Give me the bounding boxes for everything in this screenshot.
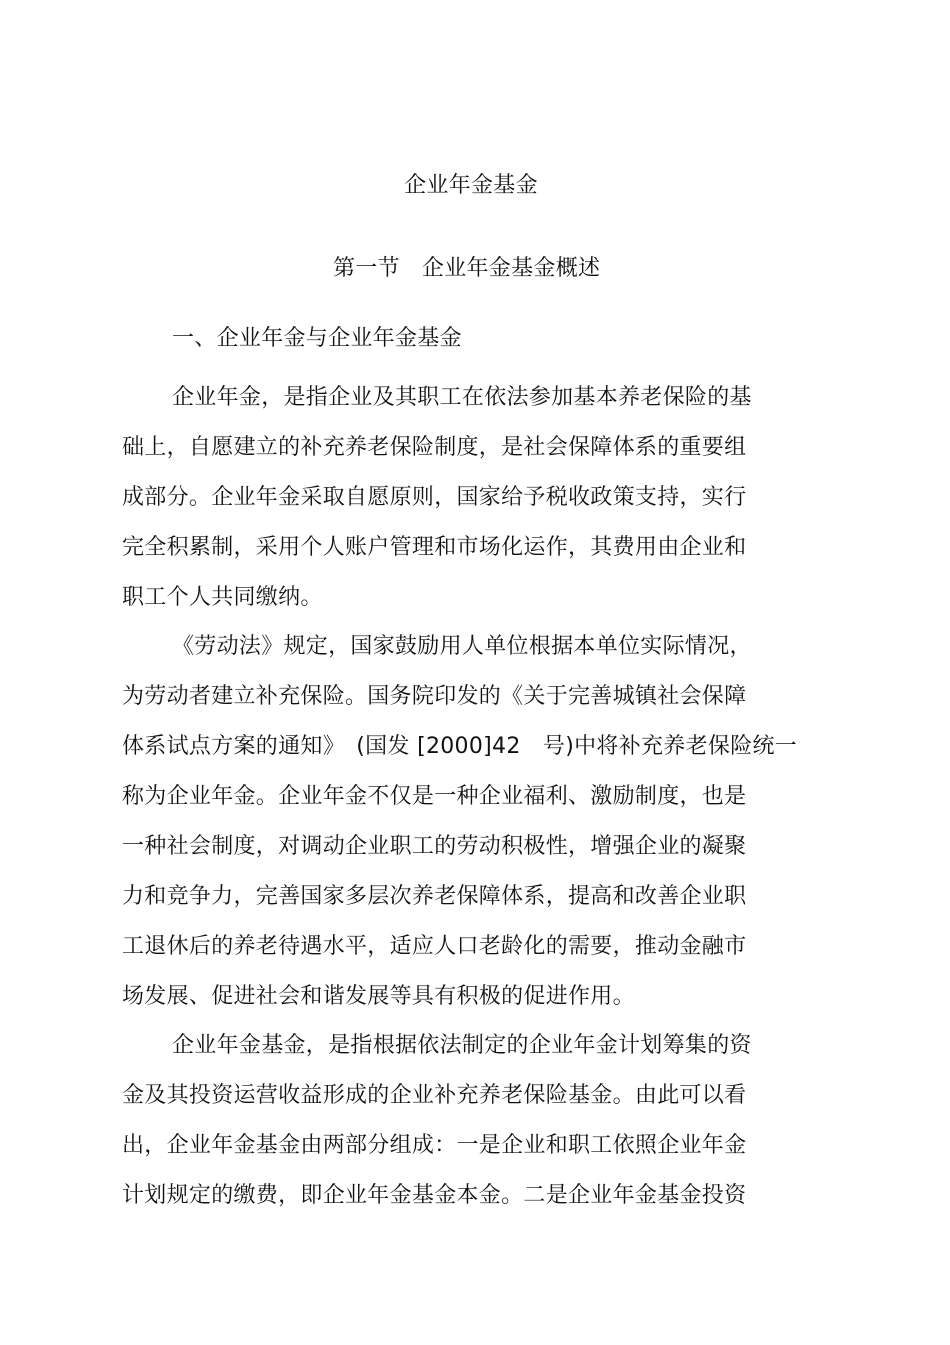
body-line: 一种社会制度，对调动企业职工的劳动积极性，增强企业的凝聚 [122,834,747,859]
body-line: 企业年金，是指企业及其职工在依法参加基本养老保险的基 [172,385,752,410]
body-line: 企业年金基金，是指根据依法制定的企业年金计划筹集的资 [172,1033,752,1058]
body-line: 体系试点方案的通知》 (国发 [2000]42 号)中将补充养老保险统一 [122,734,798,759]
body-line: 职工个人共同缴纳。 [122,585,323,610]
body-line: 称为企业年金。企业年金不仅是一种企业福利、激励制度，也是 [122,784,747,809]
section-number: 第一节 [333,256,400,281]
body-line: 工退休后的养老待遇水平，适应人口老龄化的需要，推动金融市 [122,934,747,959]
body-line: 场发展、促进社会和谐发展等具有积极的促进作用。 [122,984,635,1009]
body-line: 力和竞争力，完善国家多层次养老保障体系，提高和改善企业职 [122,884,747,909]
body-line: 为劳动者建立补充保险。国务院印发的《关于完善城镇社会保障 [122,684,747,709]
body-line: 计划规定的缴费，即企业年金基金本金。二是企业年金基金投资 [122,1183,747,1208]
document-title: 企业年金基金 [404,173,538,198]
body-line: 出，企业年金基金由两部分组成：一是企业和职工依照企业年金 [122,1133,747,1158]
body-line: 金及其投资运营收益形成的企业补充养老保险基金。由此可以看 [122,1083,747,1108]
section-heading [333,254,600,284]
section-title: 企业年金基金概述 [421,256,601,281]
body-line: 《劳动法》规定，国家鼓励用人单位根据本单位实际情况， [172,634,752,659]
subheading: 一、企业年金与企业年金基金 [172,326,462,351]
body-line: 础上，自愿建立的补充养老保险制度，是社会保障体系的重要组 [122,435,747,460]
body-line: 完全积累制，采用个人账户管理和市场化运作，其费用由企业和 [122,535,747,560]
body-line: 成部分。企业年金采取自愿原则，国家给予税收政策支持，实行 [122,485,747,510]
